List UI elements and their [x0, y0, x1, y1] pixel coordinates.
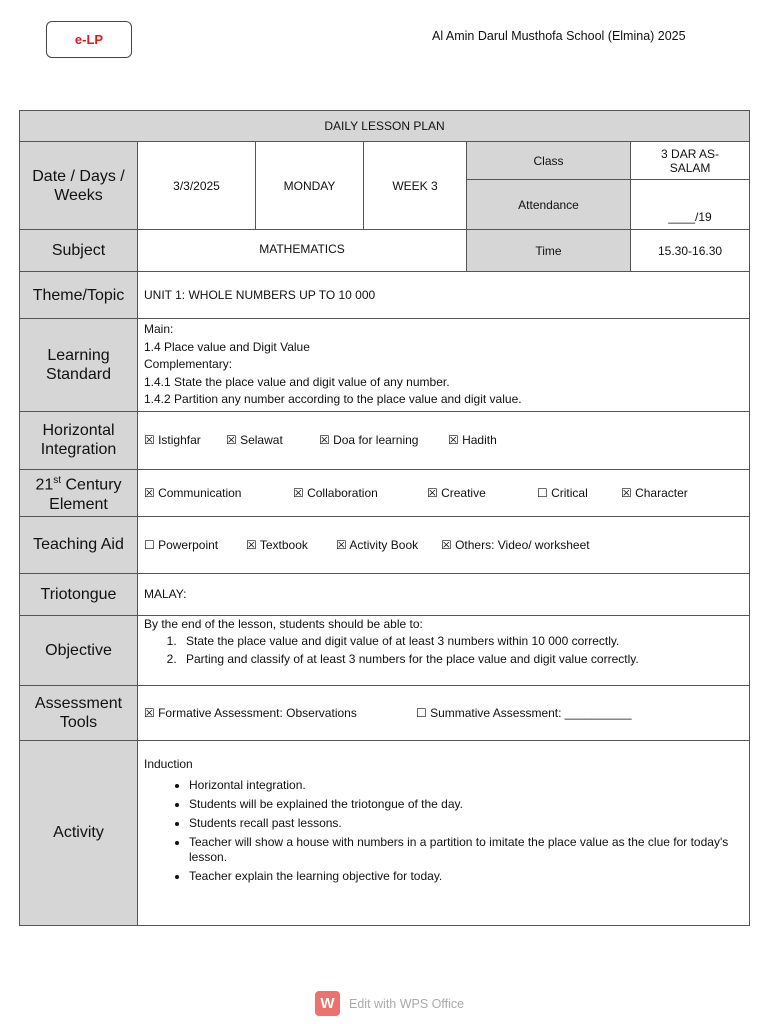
objective-intro: By the end of the lesson, students should be able to: — [144, 616, 423, 631]
horizontal-integration-label: Horizontal Integration — [20, 411, 138, 469]
objective-content — [138, 615, 750, 685]
subject-label: Subject — [20, 230, 138, 272]
class-label: Class — [467, 142, 631, 180]
ta-option-powerpoint[interactable]: ☐ Powerpoint — [144, 537, 219, 552]
wps-edit-text: Edit with WPS Office — [349, 996, 465, 1011]
teaching-aid-options — [138, 516, 750, 573]
school-name: Al Amin Darul Musthofa School (Elmina) 2025 — [432, 29, 686, 43]
theme-topic-label: Theme/Topic — [20, 272, 138, 319]
attendance-value: ____/19 — [631, 180, 750, 230]
time-value: 15.30-16.30 — [631, 230, 750, 272]
class-value: 3 DAR AS-SALAM — [631, 142, 750, 180]
theme-topic-value: UNIT 1: WHOLE NUMBERS UP TO 10 000 — [138, 272, 750, 319]
21st-century-options — [138, 469, 750, 516]
c21-option-creative[interactable]: ☒ Creative — [427, 485, 486, 500]
activity-item: • Teacher explain the learning objective for today. — [189, 869, 743, 884]
ta-option-activity-book[interactable]: ☒ Activity Book — [336, 537, 419, 552]
horizontal-integration-options — [138, 411, 750, 469]
ls-line: 1.4.1 State the place value and digit value of any number. — [144, 374, 450, 389]
attendance-label: Attendance — [467, 180, 631, 230]
formative-assessment-option[interactable]: ☒ Formative Assessment: Observations — [144, 705, 357, 720]
ta-option-textbook[interactable]: ☒ Textbook — [246, 537, 308, 552]
c21-option-collaboration[interactable]: ☒ Collaboration — [293, 485, 378, 500]
day-value: MONDAY — [256, 142, 364, 230]
c21-option-character[interactable]: ☒ Character — [621, 485, 688, 500]
hi-option-hadith[interactable]: ☒ Hadith — [448, 433, 497, 447]
triotongue-value: MALAY: — [138, 573, 750, 615]
time-label: Time — [467, 230, 631, 272]
activity-item: • Horizontal integration. — [189, 778, 743, 793]
c21-option-communication[interactable]: ☒ Communication — [144, 485, 242, 500]
objective-item: 2. Parting and classify of at least 3 numbers for the place value and digit value correctly. — [180, 651, 743, 669]
wps-logo-icon: W — [315, 991, 340, 1016]
learning-standard-content — [138, 319, 750, 412]
learning-standard-label: Learning Standard — [20, 319, 138, 412]
summative-assessment-option[interactable]: ☐ Summative Assessment: __________ — [416, 705, 632, 720]
activity-item: • Students will be explained the triotongue of the day. — [189, 797, 743, 812]
ls-line: Main: — [144, 322, 174, 336]
lesson-plan-table — [19, 110, 750, 926]
hi-option-doa-for-learning[interactable]: ☒ Doa for learning — [319, 433, 419, 447]
date-value: 3/3/2025 — [138, 142, 256, 230]
subject-value: MATHEMATICS — [138, 230, 467, 272]
21st-century-element-label: 21st Century Element — [20, 469, 138, 516]
assessment-tools-label: Assessment Tools — [20, 685, 138, 740]
activity-heading: Induction — [144, 756, 193, 771]
objective-item: 1. State the place value and digit value of at least 3 numbers within 10 000 correctly. — [180, 633, 743, 651]
ls-line: 1.4.2 Partition any number according to the place value and digit value. — [144, 392, 522, 406]
plan-title: DAILY LESSON PLAN — [20, 111, 750, 142]
c21-option-critical[interactable]: ☐ Critical — [537, 485, 588, 500]
ta-option-others[interactable]: ☒ Others: Video/ worksheet — [441, 537, 590, 552]
activity-item: • Teacher will show a house with numbers in a partition to imitate the place value as the clue for today's lesson. — [189, 835, 743, 865]
elp-badge: e-LP — [46, 21, 132, 58]
activity-item: • Students recall past lessons. — [189, 816, 743, 831]
hi-option-selawat[interactable]: ☒ Selawat — [226, 433, 283, 447]
wps-edit-link[interactable] — [315, 991, 464, 1016]
date-days-weeks-label: Date / Days / Weeks — [20, 142, 138, 230]
activity-content — [138, 740, 750, 925]
week-value: WEEK 3 — [364, 142, 467, 230]
ls-line: Complementary: — [144, 357, 233, 371]
hi-option-istighfar[interactable]: ☒ Istighfar — [144, 433, 201, 447]
teaching-aid-label: Teaching Aid — [20, 516, 138, 573]
activity-label: Activity — [20, 740, 138, 925]
triotongue-label: Triotongue — [20, 573, 138, 615]
assessment-options — [138, 685, 750, 740]
objective-label: Objective — [20, 615, 138, 685]
ls-line: 1.4 Place value and Digit Value — [144, 339, 310, 354]
